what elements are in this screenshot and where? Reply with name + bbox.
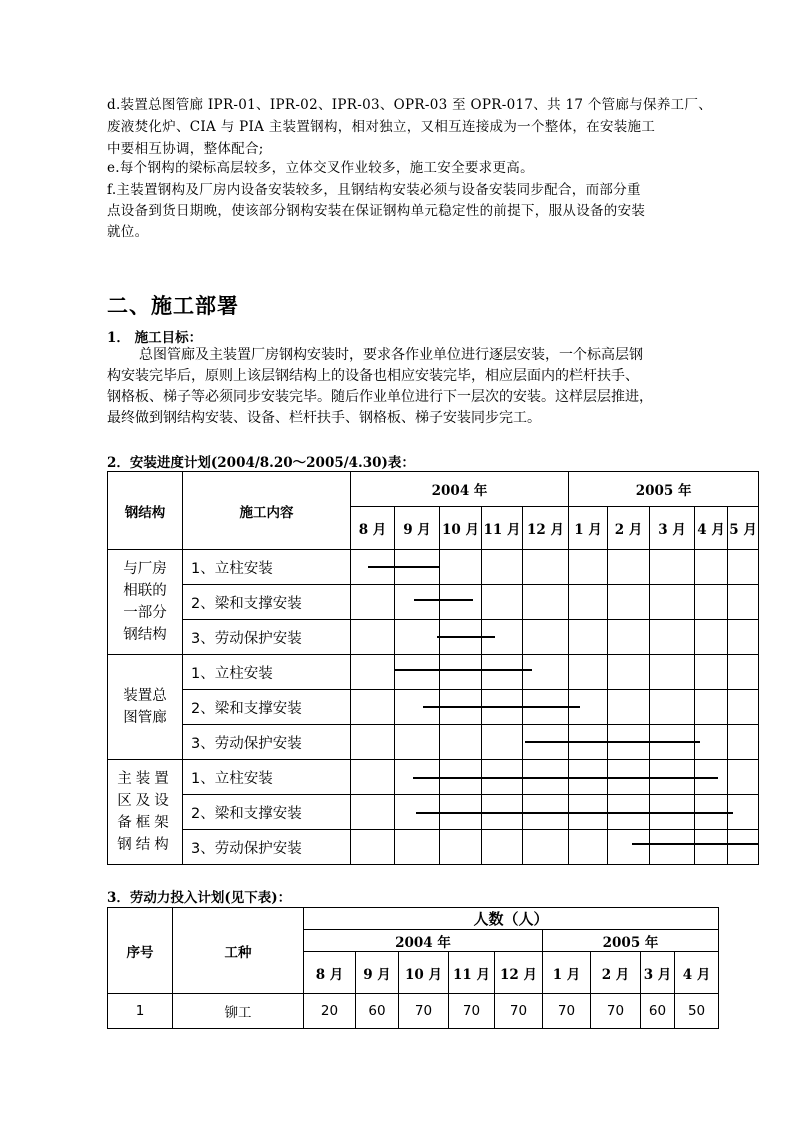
task-cell: 2、梁和支撑安装 xyxy=(183,585,351,620)
month-header: 4 月 xyxy=(675,952,719,994)
gantt-bar xyxy=(368,566,439,568)
col-content-header: 施工内容 xyxy=(183,472,351,550)
group-1-label: 与厂房相联的一部分钢结构 xyxy=(108,550,183,655)
task-cell: 1、立柱安装 xyxy=(183,655,351,690)
row-value: 70 xyxy=(495,994,543,1029)
month-header: 1 月 xyxy=(543,952,591,994)
goal-line-1: 总图管廊及主装置厂房钢构安装时，要求各作业单位进行逐层安装，一个标高层钢 xyxy=(139,347,643,363)
para-f-1: f.主装置钢构及厂房内设备安装较多，且钢结构安装必须与设备安装同步配合，而部分重 xyxy=(107,182,641,198)
year-2005-header: 2005 年 xyxy=(543,930,719,952)
goal-line-2: 构安装完毕后，原则上该层钢结构上的设备也相应安装完毕，相应层面内的栏杆扶手、 xyxy=(107,368,639,384)
schedule-table xyxy=(107,471,759,865)
para-f-3: 就位。 xyxy=(107,224,149,240)
gantt-bar xyxy=(632,843,758,845)
task-cell: 3、劳动保护安装 xyxy=(183,725,351,760)
month-header: 3 月 xyxy=(641,952,675,994)
task-cell: 2、梁和支撑安装 xyxy=(183,795,351,830)
col-people-header: 人数（人） xyxy=(304,908,719,930)
para-d-2: 废液焚化炉、CIA 与 PIA 主装置钢构，相对独立，又相互连接成为一个整体，在安装施工 xyxy=(107,119,656,135)
gantt-bar xyxy=(416,812,733,814)
month-header: 2 月 xyxy=(608,507,650,550)
gantt-bar xyxy=(414,599,473,601)
group-2-label: 装置总图管廊 xyxy=(108,655,183,760)
row-value: 50 xyxy=(675,994,719,1029)
gantt-bar xyxy=(437,636,495,638)
row-value: 70 xyxy=(449,994,495,1029)
month-header: 11 月 xyxy=(482,507,523,550)
month-header: 4 月 xyxy=(695,507,728,550)
month-header: 3 月 xyxy=(650,507,695,550)
gantt-bar xyxy=(525,741,700,743)
row-value: 70 xyxy=(543,994,591,1029)
col-structure-header: 钢结构 xyxy=(108,472,183,550)
goal-heading: 1． 施工目标： xyxy=(107,330,203,346)
gantt-bar xyxy=(413,777,718,779)
month-header: 12 月 xyxy=(523,507,569,550)
month-header: 1 月 xyxy=(569,507,608,550)
goal-line-3: 钢格板、梯子等必须同步安装完毕。随后作业单位进行下一层次的安装。这样层层推进， xyxy=(107,389,653,405)
month-header: 8 月 xyxy=(304,952,356,994)
task-cell: 1、立柱安装 xyxy=(183,550,351,585)
row-value: 60 xyxy=(641,994,675,1029)
para-d-1: d.装置总图管廊 IPR-01、IPR-02、IPR-03、OPR-03 至 OPR-017、共 17 个管廊与保养工厂、 xyxy=(107,97,713,113)
col-no-header: 序号 xyxy=(108,908,173,994)
month-header: 10 月 xyxy=(440,507,482,550)
month-header: 5 月 xyxy=(728,507,759,550)
group-3-label: 主装置区及设备框架钢结构 xyxy=(108,760,183,865)
col-trade-header: 工种 xyxy=(173,908,304,994)
month-header: 9 月 xyxy=(395,507,440,550)
schedule-heading: 2．安装进度计划(2004/8.20～2005/4.30)表： xyxy=(107,455,415,471)
labor-heading: 3．劳动力投入计划(见下表)： xyxy=(107,890,292,906)
month-header: 8 月 xyxy=(351,507,395,550)
section-title: 二、施工部署 xyxy=(107,293,239,318)
task-cell: 3、劳动保护安装 xyxy=(183,620,351,655)
labor-table xyxy=(107,907,719,1029)
month-header: 9 月 xyxy=(356,952,399,994)
para-d-3: 中要相互协调，整体配合; xyxy=(107,141,264,157)
row-value: 70 xyxy=(591,994,641,1029)
para-f-2: 点设备到货日期晚，使该部分钢构安装在保证钢构单元稳定性的前提下，服从设备的安装 xyxy=(107,203,646,219)
month-header: 10 月 xyxy=(399,952,449,994)
gantt-bar xyxy=(423,706,580,708)
gantt-bar xyxy=(394,669,532,671)
task-cell: 2、梁和支撑安装 xyxy=(183,690,351,725)
row-value: 20 xyxy=(304,994,356,1029)
task-cell: 1、立柱安装 xyxy=(183,760,351,795)
row-value: 70 xyxy=(399,994,449,1029)
para-e-1: e.每个钢构的梁标高层较多，立体交叉作业较多，施工安全要求更高。 xyxy=(107,160,534,176)
goal-line-4: 最终做到钢结构安装、设备、栏杆扶手、钢格板、梯子安装同步完工。 xyxy=(107,410,541,426)
month-header: 11 月 xyxy=(449,952,495,994)
year-2004-header: 2004 年 xyxy=(351,472,569,507)
month-header: 2 月 xyxy=(591,952,641,994)
row-no: 1 xyxy=(108,994,173,1029)
year-2004-header: 2004 年 xyxy=(304,930,543,952)
row-trade: 铆工 xyxy=(173,994,304,1029)
year-2005-header: 2005 年 xyxy=(569,472,759,507)
month-header: 12 月 xyxy=(495,952,543,994)
task-cell: 3、劳动保护安装 xyxy=(183,830,351,865)
row-value: 60 xyxy=(356,994,399,1029)
